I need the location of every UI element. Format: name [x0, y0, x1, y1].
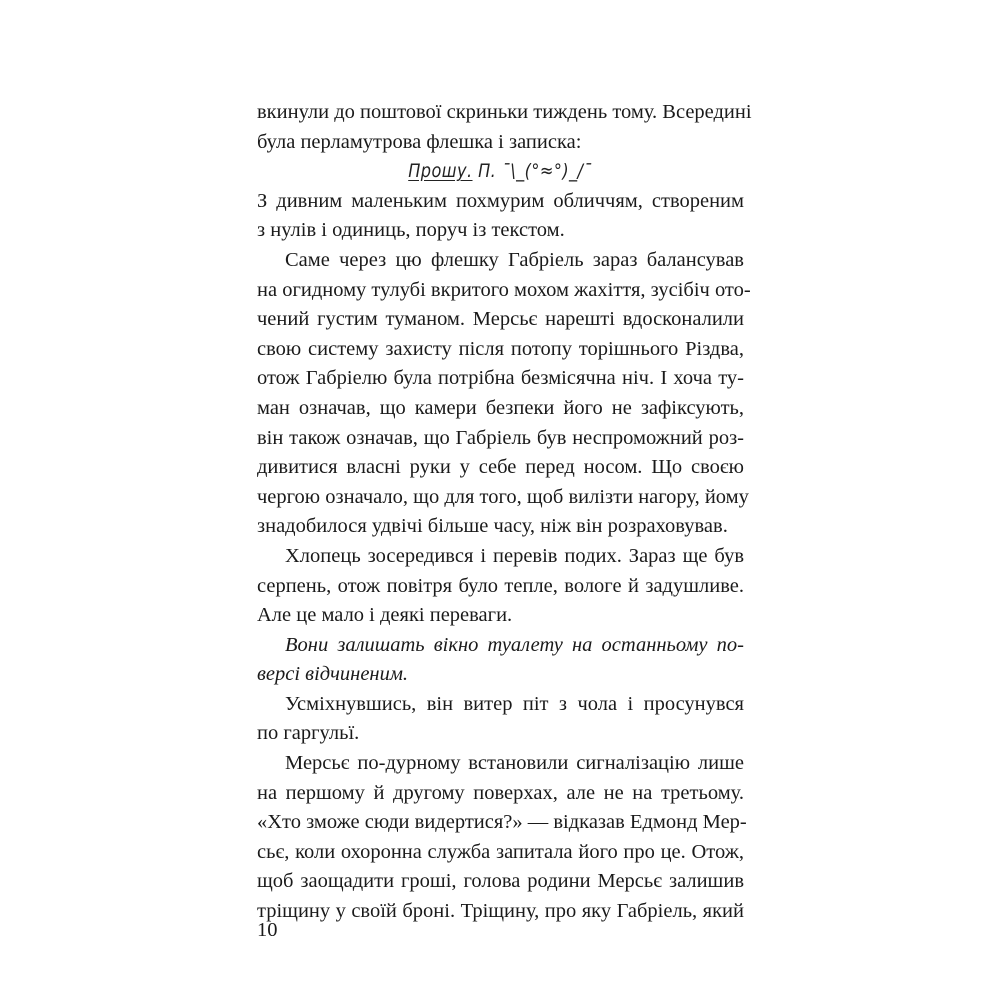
text-line: З дивним маленьким похмурим обличчям, створеним: [257, 189, 744, 212]
text-line: отож Габріелю була потрібна безмісячна ніч. І хоча ту-: [257, 367, 744, 390]
handwritten-note: [257, 157, 744, 187]
paragraph-start-line: Саме через цю флешку Габріель зараз балансував: [285, 248, 744, 271]
text-line: Але це мало і деякі переваги.: [257, 604, 513, 627]
note-please: Прошу.: [408, 160, 473, 183]
text-line: дивитися власні руки у себе перед носом. Що своєю: [257, 456, 744, 479]
text-line: серпень, отож повітря було тепле, вологе й задушливе.: [257, 574, 744, 597]
note-initial: П.: [478, 160, 497, 183]
paragraph-start-line: Усміхнувшись, він витер піт з чола і просунувся: [285, 692, 744, 715]
text-line: з нулів і одиниць, поруч із текстом.: [257, 219, 565, 242]
note-face: ¯\_(°≈°)_/¯: [502, 160, 593, 183]
italic-line: версі відчиненим.: [257, 663, 409, 686]
handwritten-signature: [409, 157, 593, 187]
text-line: вкинули до поштової скриньки тиждень тому. Всередині: [257, 101, 752, 123]
text-line: щоб заощадити гроші, голова родини Мерсьє залишив: [257, 870, 744, 893]
text-line: ман означав, що камери безпеки його не зафіксують,: [257, 396, 744, 419]
text-line: чергою означало, що для того, щоб вилізти нагору, йому: [257, 485, 749, 508]
italic-line: Вони залишать вікно туалету на останньому по-: [285, 633, 744, 656]
paragraph-start-line: Хлопець зосередився і перевів подих. Зараз ще був: [285, 544, 744, 567]
text-line: чений густим туманом. Мерсьє нарешті вдосконалили: [257, 308, 744, 331]
text-line: тріщину у своїй броні. Тріщину, про яку Габріель, який: [257, 900, 744, 923]
text-line: на огидному тулубі вкритого мохом жахіття, зусібіч ото-: [257, 278, 751, 301]
text-line: сьє, коли охоронна служба запитала його про це. Отож,: [257, 840, 744, 863]
paragraph-start-line: Мерсьє по-дурному встановили сигналізацію лише: [285, 752, 744, 775]
text-line: знадобилося удвічі більше часу, ніж він розраховував.: [257, 515, 728, 538]
text-line: він також означав, що Габріель був неспроможний роз-: [257, 426, 744, 449]
text-line: на першому й другому поверхах, але не на третьому.: [257, 781, 744, 804]
body-text: [257, 98, 752, 927]
text-line: «Хто зможе сюди видертися?» — відказав Едмонд Мер-: [257, 811, 747, 834]
text-line: була перламутрова флешка і записка:: [257, 130, 582, 153]
text-line: по гаргульї.: [257, 722, 360, 745]
text-line: свою систему захисту після потопу торішнього Різдва,: [257, 337, 744, 360]
page-number: 10: [257, 919, 278, 941]
